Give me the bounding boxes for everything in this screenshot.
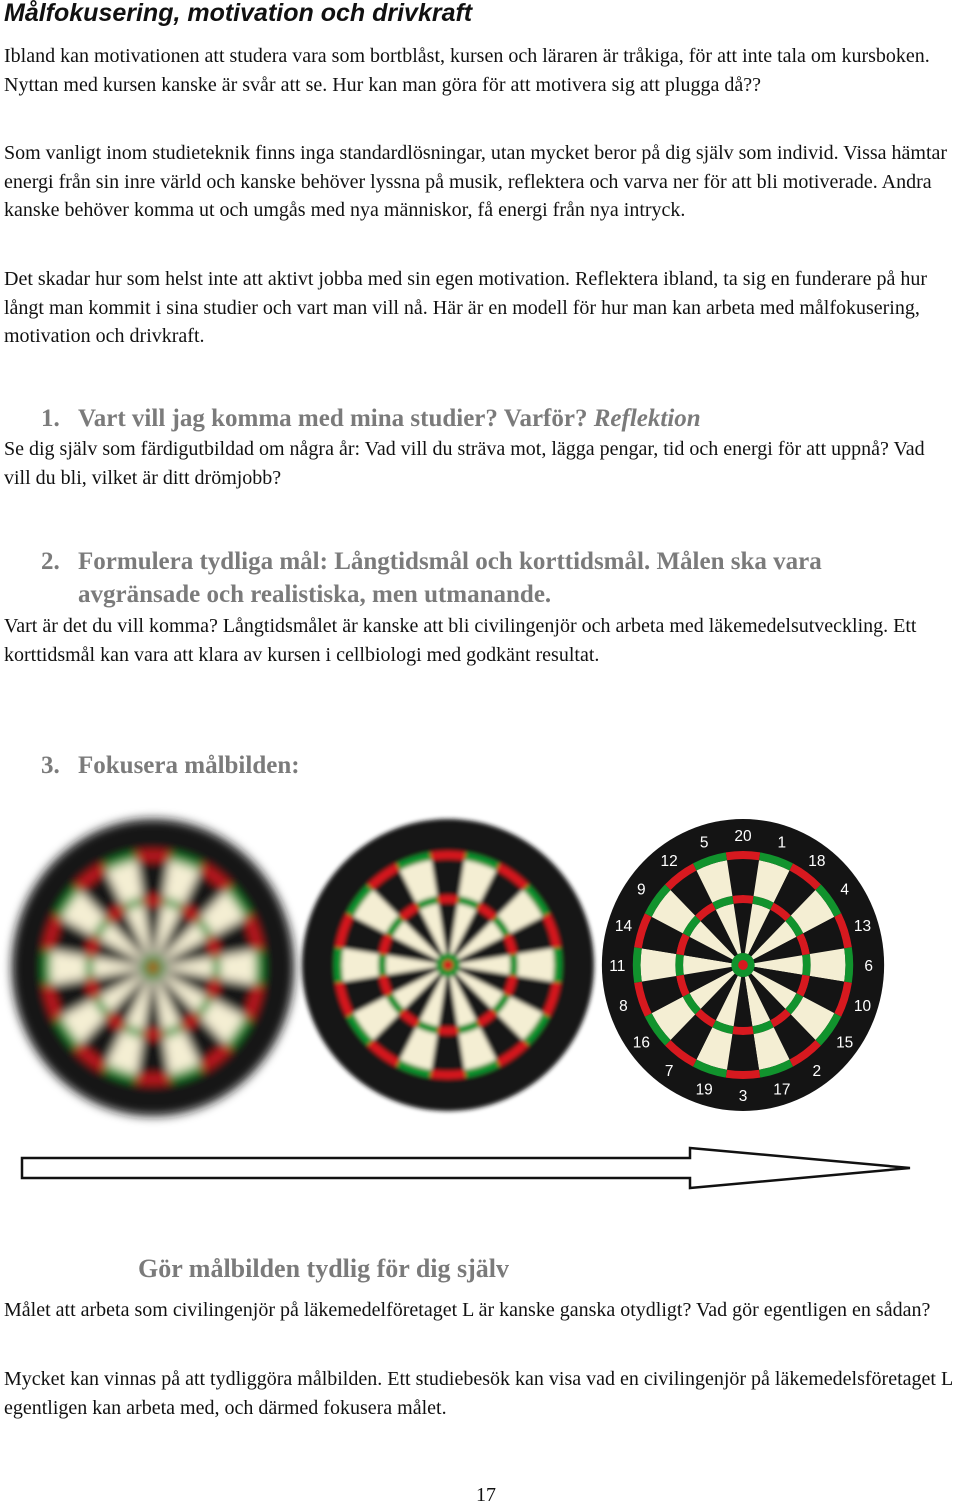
board-number: 17 xyxy=(773,1081,791,1099)
board-bullseye xyxy=(443,960,453,970)
sub-heading: Gör målbilden tydlig för dig själv xyxy=(138,1254,510,1283)
board-number: 8 xyxy=(619,997,628,1016)
dartboard-blurred xyxy=(8,815,298,1120)
board-single-outer xyxy=(431,1034,464,1071)
board-double xyxy=(43,949,52,985)
step-1-heading xyxy=(41,402,701,435)
board-single-outer xyxy=(517,948,554,981)
dartboard-less-blurred xyxy=(298,815,598,1115)
board-number: 2 xyxy=(812,1062,822,1081)
board-number: 1 xyxy=(777,834,787,852)
board-number: 13 xyxy=(853,917,872,935)
board-single-outer xyxy=(727,1034,759,1071)
step-2-title: Formulera tydliga mål: Långtidsmål och korttidsmål. Målen ska vara avgränsade och realistiska, men utmanande. xyxy=(78,548,822,608)
board-treble xyxy=(802,954,810,976)
board-double xyxy=(136,852,170,861)
board-number: 3 xyxy=(738,1087,748,1106)
step-1-body: Se dig själv som färdigutbildad om några år: Vad vill du sträva mot, lägga pengar, tid och energi för att uppnå? Vad vill du bli, vilket är ditt drömjobb? xyxy=(4,438,925,489)
board-double xyxy=(334,947,343,983)
board-number: 11 xyxy=(609,957,626,976)
board-double xyxy=(430,1070,466,1079)
board-number: 5 xyxy=(699,834,709,852)
board-number: 10 xyxy=(853,997,872,1016)
board-treble xyxy=(509,954,518,976)
board-single-outer xyxy=(810,948,846,981)
board-single-outer xyxy=(641,948,677,981)
board-number: 9 xyxy=(637,881,646,899)
step-3-heading xyxy=(41,749,300,782)
board-double xyxy=(726,851,760,860)
board-double xyxy=(254,949,263,985)
board-treble xyxy=(142,896,163,905)
step-3-number: 3. xyxy=(41,752,60,779)
intro-paragraph-3: Det skadar hur som helst inte att aktivt jobba med sin egen motivation. Reflektera ibland, ta sig en funderare på hur långt man kommit i sina studier och vart man vill nå. Här är en modell för hur man kan arbeta med målfokusering, motivation och drivkraft. xyxy=(4,268,928,348)
step-1-number: 1. xyxy=(41,405,60,432)
board-treble xyxy=(142,1030,163,1039)
board-treble xyxy=(732,895,753,904)
dartboard-sharp-face xyxy=(602,819,884,1111)
intro-paragraph-1: Ibland kan motivationen att studera vara som bortblåst, kursen och läraren är tråkiga, för att inte tala om kursboken. Nyttan med kursen kanske är svår att se. Hur kan man göra för att motivera sig att plugga då?? xyxy=(4,45,930,96)
board-double xyxy=(553,947,562,983)
focus-arrow-shape xyxy=(22,1148,910,1188)
board-bullseye xyxy=(148,962,158,972)
board-number: 12 xyxy=(660,852,678,870)
board-double xyxy=(633,947,642,983)
board-number: 16 xyxy=(632,1034,650,1052)
board-single-outer xyxy=(727,859,759,896)
board-single-outer xyxy=(51,951,87,985)
board-treble xyxy=(212,956,220,978)
board-single-outer xyxy=(342,948,379,981)
board-double xyxy=(430,851,466,860)
board-treble xyxy=(85,956,93,978)
dartboard-sharp xyxy=(598,815,888,1115)
board-number: 20 xyxy=(734,827,752,846)
step-1-title: Vart vill jag komma med mina studier? Varför? xyxy=(78,405,588,432)
board-number: 14 xyxy=(614,917,633,935)
board-treble xyxy=(732,1026,753,1035)
dartboard-sequence xyxy=(0,815,960,1125)
board-single-outer xyxy=(431,859,464,896)
board-number: 18 xyxy=(808,852,826,870)
board-number: 6 xyxy=(864,957,873,976)
step-3-title: Fokusera målbilden: xyxy=(78,752,300,779)
intro-paragraph-2: Som vanligt inom studieteknik finns inga standardlösningar, utan mycket beror på dig själv som individ. Vissa hämtar energi från sin inre värld och kanske behöver lyssna på musik, reflektera och varva ner för att bli motiverade. Andra kanske behöver komma ut och umgås med nya människor, få energi från nya intryck. xyxy=(4,142,948,222)
board-single-outer xyxy=(137,860,169,897)
board-double xyxy=(844,947,853,983)
page-number: 17 xyxy=(476,1484,496,1506)
board-bullseye xyxy=(738,960,748,970)
step-2-heading xyxy=(41,545,948,611)
board-treble xyxy=(675,954,683,976)
board-double xyxy=(136,1074,170,1083)
board-number: 15 xyxy=(836,1034,854,1052)
board-number: 19 xyxy=(695,1081,713,1099)
board-number: 4 xyxy=(840,881,849,899)
step-1-emphasis: Reflektion xyxy=(593,405,701,432)
board-treble xyxy=(437,1026,459,1035)
closing-paragraph-2: Mycket kan vinnas på att tydliggöra målbilden. Ett studiebesök kan visa vad en civilingenjör på läkemedelsföretaget L egentligen kan arbeta med, och därmed fokusera målet. xyxy=(4,1368,953,1419)
board-single-outer xyxy=(137,1038,169,1075)
board-treble xyxy=(437,895,459,904)
board-double xyxy=(726,1070,760,1079)
board-number: 7 xyxy=(664,1062,674,1081)
step-2-body: Vart är det du vill komma? Långtidsmålet är kanske att bli civilingenjör och arbeta med läkemedelsutveckling. Ett korttidsmål kan vara att klara av kursen i cellbiologi med godkänt resultat. xyxy=(4,615,917,666)
dartboard-less-blurred-face xyxy=(302,819,594,1111)
board-single-outer xyxy=(220,951,256,985)
page-title: Målfokusering, motivation och drivkraft xyxy=(4,0,473,27)
board-treble xyxy=(378,954,387,976)
closing-paragraph-1: Målet att arbeta som civilingenjör på läkemedelföretaget L är kanske ganska otydligt? Vad gör egentligen en sådan? xyxy=(4,1299,931,1321)
step-2-number: 2. xyxy=(41,548,60,575)
dartboard-blurred-face xyxy=(12,819,294,1116)
focus-arrow xyxy=(0,1140,960,1200)
